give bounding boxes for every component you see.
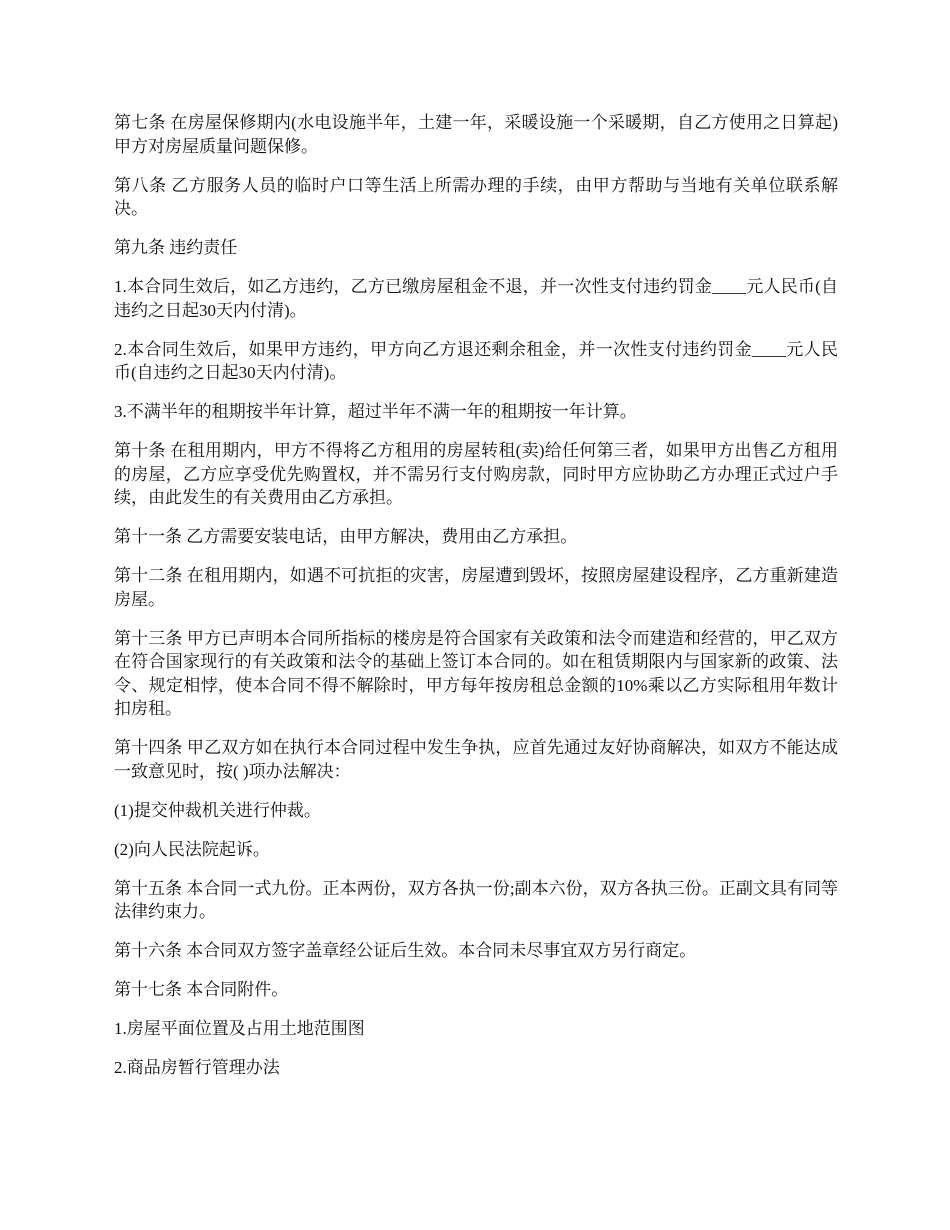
clause-9-item-1: 1.本合同生效后，如乙方违约，乙方已缴房屋租金不退，并一次性支付违约罚金____元人民币(自违约之日起30天内付清)。 <box>114 277 838 320</box>
clause-11: 第十一条 乙方需要安装电话，由甲方解决，费用由乙方承担。 <box>114 527 578 546</box>
clause-16: 第十六条 本合同双方签字盖章经公证后生效。本合同未尽事宜双方另行商定。 <box>114 941 697 960</box>
clause-14-option-1: (1)提交仲裁机关进行仲裁。 <box>114 800 321 820</box>
clause-8: 第八条 乙方服务人员的临时户口等生活上所需办理的手续，由甲方帮助与当地有关单位联系解决。 <box>114 175 838 218</box>
clause-17: 第十七条 本合同附件。 <box>114 980 289 999</box>
clause-9-item-2: 2.本合同生效后，如果甲方违约，甲方向乙方退还剩余租金，并一次性支付违约罚金____元人民币(自违约之日起30天内付清)。 <box>114 339 838 382</box>
clause-9-item-3: 3.不满半年的租期按半年计算，超过半年不满一年的租期按一年计算。 <box>114 402 637 421</box>
document-body <box>114 111 838 1095</box>
clause-14: 第十四条 甲乙双方如在执行本合同过程中发生争执，应首先通过友好协商解决，如双方不能达成一致意见时，按( )项办法解决： <box>114 738 838 781</box>
clause-7: 第七条 在房屋保修期内(水电设施半年，土建一年，采暖设施一个采暖期，自乙方使用之日算起)甲方对房屋质量问题保修。 <box>114 113 838 156</box>
clause-9-heading: 第九条 违约责任 <box>114 238 238 257</box>
clause-12: 第十二条 在租用期内，如遇不可抗拒的灾害，房屋遭到毁坏，按照房屋建设程序，乙方重新建造房屋。 <box>114 566 838 609</box>
clause-14-option-2: (2)向人民法院起诉。 <box>114 839 270 859</box>
attachment-2: 2.商品房暂行管理办法 <box>114 1058 280 1077</box>
attachment-1: 1.房屋平面位置及占用土地范围图 <box>114 1019 365 1038</box>
clause-10: 第十条 在租用期内，甲方不得将乙方租用的房屋转租(卖)给任何第三者，如果甲方出售乙方租用的房屋，乙方应享受优先购置权，并不需另行支付购房款，同时甲方应协助乙方办理正式过户手续，由此发生的有关费用由乙方承担。 <box>114 441 838 507</box>
clause-15: 第十五条 本合同一式九份。正本两份，双方各执一份;副本六份，双方各执三份。正副文具有同等法律约束力。 <box>114 878 838 921</box>
clause-13: 第十三条 甲方已声明本合同所指标的楼房是符合国家有关政策和法令而建造和经营的，甲乙双方在符合国家现行的有关政策和法令的基础上签订本合同的。如在租赁期限内与国家新的政策、法令、规定相悖，使本合同不得不解除时，甲方每年按房租总金额的10%乘以乙方实际租用年数计扣房租。 <box>114 628 838 718</box>
